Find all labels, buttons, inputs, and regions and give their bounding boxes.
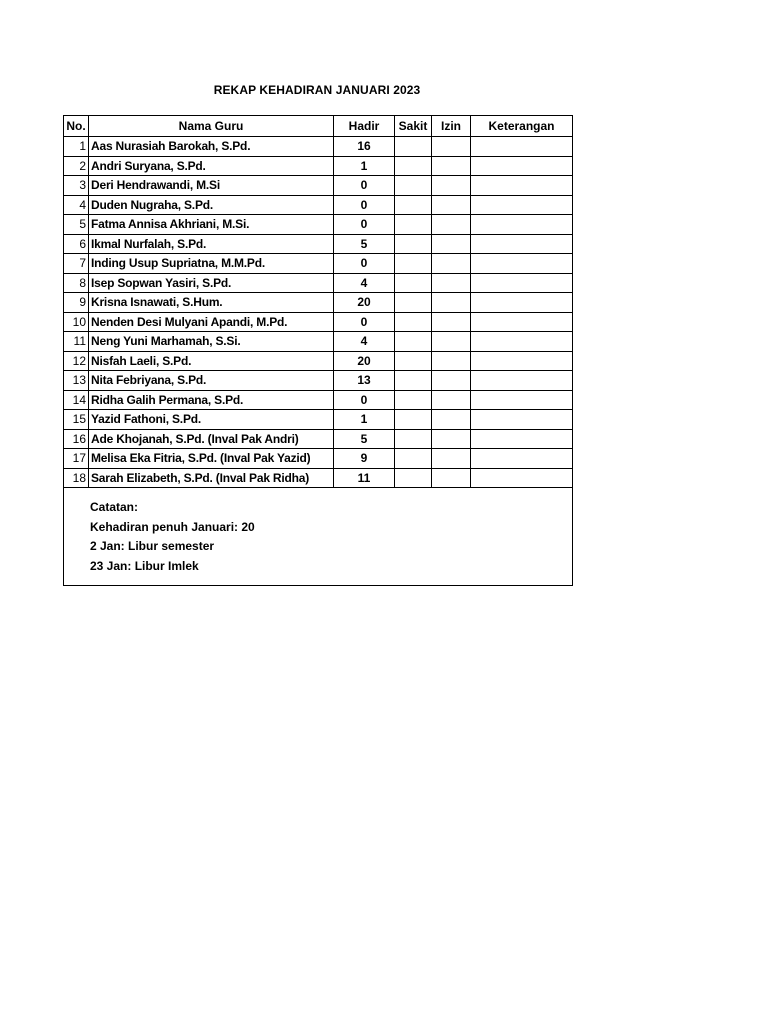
cell-keterangan xyxy=(471,351,573,371)
cell-keterangan xyxy=(471,273,573,293)
cell-no: 14 xyxy=(64,390,89,410)
note-line: 2 Jan: Libur semester xyxy=(90,539,215,553)
cell-izin xyxy=(432,468,471,488)
cell-izin xyxy=(432,429,471,449)
cell-no: 13 xyxy=(64,371,89,391)
table-row xyxy=(64,390,573,410)
cell-sakit xyxy=(395,215,432,235)
cell-nama-guru: Nisfah Laeli, S.Pd. xyxy=(89,351,334,371)
table-row xyxy=(64,312,573,332)
cell-no: 9 xyxy=(64,293,89,313)
header-keterangan: Keterangan xyxy=(471,116,573,137)
cell-hadir: 13 xyxy=(334,371,395,391)
header-nama-guru: Nama Guru xyxy=(89,116,334,137)
header-sakit: Sakit xyxy=(395,116,432,137)
cell-izin xyxy=(432,254,471,274)
table-row xyxy=(64,293,573,313)
cell-no: 17 xyxy=(64,449,89,469)
cell-izin xyxy=(432,332,471,352)
cell-nama-guru: Aas Nurasiah Barokah, S.Pd. xyxy=(89,137,334,157)
cell-keterangan xyxy=(471,332,573,352)
cell-keterangan xyxy=(471,234,573,254)
cell-izin xyxy=(432,312,471,332)
cell-sakit xyxy=(395,429,432,449)
cell-keterangan xyxy=(471,410,573,430)
cell-hadir: 1 xyxy=(334,410,395,430)
table-row xyxy=(64,137,573,157)
cell-hadir: 20 xyxy=(334,351,395,371)
cell-nama-guru: Inding Usup Supriatna, M.M.Pd. xyxy=(89,254,334,274)
cell-izin xyxy=(432,234,471,254)
cell-hadir: 0 xyxy=(334,215,395,235)
cell-izin xyxy=(432,410,471,430)
cell-izin xyxy=(432,371,471,391)
cell-no: 11 xyxy=(64,332,89,352)
cell-keterangan xyxy=(471,254,573,274)
cell-sakit xyxy=(395,468,432,488)
cell-no: 6 xyxy=(64,234,89,254)
cell-izin xyxy=(432,215,471,235)
cell-sakit xyxy=(395,371,432,391)
table-row xyxy=(64,156,573,176)
cell-izin xyxy=(432,156,471,176)
cell-keterangan xyxy=(471,137,573,157)
cell-sakit xyxy=(395,254,432,274)
cell-hadir: 4 xyxy=(334,332,395,352)
cell-sakit xyxy=(395,293,432,313)
table-row xyxy=(64,215,573,235)
cell-keterangan xyxy=(471,371,573,391)
cell-sakit xyxy=(395,332,432,352)
table-body xyxy=(64,137,573,586)
table-row xyxy=(64,449,573,469)
cell-hadir: 4 xyxy=(334,273,395,293)
cell-no: 7 xyxy=(64,254,89,274)
table-row xyxy=(64,468,573,488)
cell-keterangan xyxy=(471,429,573,449)
cell-no: 12 xyxy=(64,351,89,371)
cell-no: 15 xyxy=(64,410,89,430)
cell-sakit xyxy=(395,234,432,254)
cell-nama-guru: Fatma Annisa Akhriani, M.Si. xyxy=(89,215,334,235)
cell-keterangan xyxy=(471,449,573,469)
cell-nama-guru: Krisna Isnawati, S.Hum. xyxy=(89,293,334,313)
cell-hadir: 11 xyxy=(334,468,395,488)
cell-hadir: 0 xyxy=(334,176,395,196)
cell-no: 1 xyxy=(64,137,89,157)
cell-sakit xyxy=(395,390,432,410)
cell-izin xyxy=(432,293,471,313)
cell-hadir: 9 xyxy=(334,449,395,469)
cell-hadir: 1 xyxy=(334,156,395,176)
cell-izin xyxy=(432,273,471,293)
cell-sakit xyxy=(395,410,432,430)
note-line: Kehadiran penuh Januari: 20 xyxy=(90,519,255,534)
table-row xyxy=(64,429,573,449)
cell-no: 4 xyxy=(64,195,89,215)
cell-no: 18 xyxy=(64,468,89,488)
cell-nama-guru: Nenden Desi Mulyani Apandi, M.Pd. xyxy=(89,312,334,332)
cell-keterangan xyxy=(471,312,573,332)
cell-sakit xyxy=(395,273,432,293)
cell-nama-guru: Ridha Galih Permana, S.Pd. xyxy=(89,390,334,410)
cell-keterangan xyxy=(471,215,573,235)
table-header-row xyxy=(64,116,573,137)
cell-nama-guru: Neng Yuni Marhamah, S.Si. xyxy=(89,332,334,352)
cell-nama-guru: Ade Khojanah, S.Pd. (Inval Pak Andri) xyxy=(89,429,334,449)
cell-keterangan xyxy=(471,156,573,176)
cell-nama-guru: Andri Suryana, S.Pd. xyxy=(89,156,334,176)
cell-nama-guru: Sarah Elizabeth, S.Pd. (Inval Pak Ridha) xyxy=(89,468,334,488)
document-title: REKAP KEHADIRAN JANUARI 2023 xyxy=(213,83,421,97)
cell-hadir: 5 xyxy=(334,234,395,254)
cell-hadir: 0 xyxy=(334,312,395,332)
cell-nama-guru: Isep Sopwan Yasiri, S.Pd. xyxy=(89,273,334,293)
header-hadir: Hadir xyxy=(334,116,395,137)
cell-hadir: 0 xyxy=(334,254,395,274)
cell-keterangan xyxy=(471,293,573,313)
cell-sakit xyxy=(395,351,432,371)
cell-sakit xyxy=(395,195,432,215)
header-no: No. xyxy=(64,116,89,137)
note-line: 23 Jan: Libur Imlek xyxy=(90,558,199,573)
cell-keterangan xyxy=(471,195,573,215)
cell-nama-guru: Nita Febriyana, S.Pd. xyxy=(89,371,334,391)
cell-no: 16 xyxy=(64,429,89,449)
cell-sakit xyxy=(395,176,432,196)
cell-hadir: 16 xyxy=(334,137,395,157)
cell-no: 10 xyxy=(64,312,89,332)
cell-keterangan xyxy=(471,390,573,410)
cell-nama-guru: Deri Hendrawandi, M.Si xyxy=(89,176,334,196)
cell-no: 2 xyxy=(64,156,89,176)
table-row xyxy=(64,273,573,293)
cell-izin xyxy=(432,176,471,196)
header-izin: Izin xyxy=(432,116,471,137)
cell-keterangan xyxy=(471,468,573,488)
cell-no: 5 xyxy=(64,215,89,235)
cell-keterangan xyxy=(471,176,573,196)
cell-sakit xyxy=(395,449,432,469)
cell-hadir: 20 xyxy=(334,293,395,313)
table-row xyxy=(64,332,573,352)
table-row xyxy=(64,234,573,254)
table-row xyxy=(64,254,573,274)
cell-hadir: 0 xyxy=(334,195,395,215)
table-row xyxy=(64,371,573,391)
attendance-table xyxy=(63,115,573,586)
cell-sakit xyxy=(395,312,432,332)
cell-no: 3 xyxy=(64,176,89,196)
cell-hadir: 5 xyxy=(334,429,395,449)
cell-izin xyxy=(432,449,471,469)
cell-nama-guru: Duden Nugraha, S.Pd. xyxy=(89,195,334,215)
notes-heading: Catatan: xyxy=(90,500,139,514)
cell-sakit xyxy=(395,156,432,176)
cell-nama-guru: Melisa Eka Fitria, S.Pd. (Inval Pak Yazid) xyxy=(89,449,334,469)
notes-row xyxy=(64,488,573,586)
notes-cell xyxy=(64,488,573,586)
table-row xyxy=(64,176,573,196)
cell-hadir: 0 xyxy=(334,390,395,410)
cell-izin xyxy=(432,351,471,371)
table-row xyxy=(64,351,573,371)
cell-izin xyxy=(432,195,471,215)
table-row xyxy=(64,410,573,430)
table-row xyxy=(64,195,573,215)
cell-izin xyxy=(432,390,471,410)
cell-sakit xyxy=(395,137,432,157)
cell-nama-guru: Yazid Fathoni, S.Pd. xyxy=(89,410,334,430)
cell-no: 8 xyxy=(64,273,89,293)
cell-izin xyxy=(432,137,471,157)
cell-nama-guru: Ikmal Nurfalah, S.Pd. xyxy=(89,234,334,254)
